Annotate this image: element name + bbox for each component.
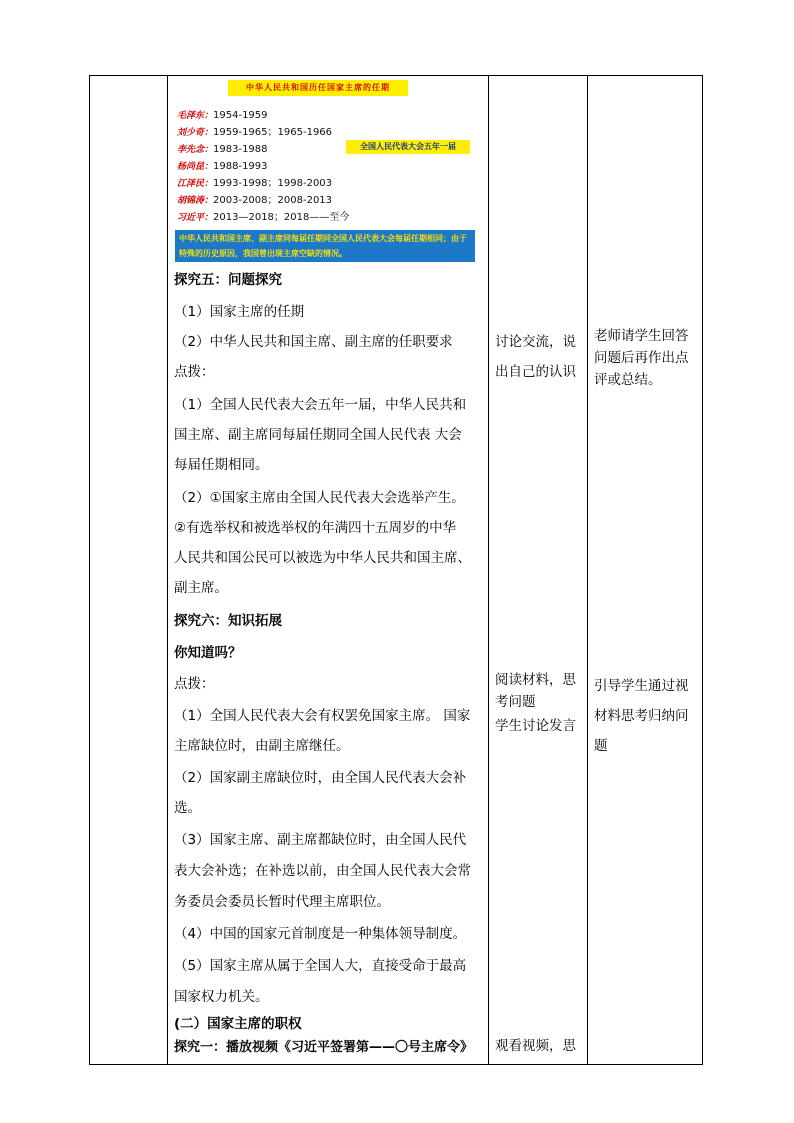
figure-title: 中华人民共和国历任国家主席的任期	[228, 80, 408, 96]
knowledge-3-line-3: 务委员会委员长暂时代理主席职位。	[174, 894, 390, 910]
term-years: 2013—2018；2018——至今	[213, 212, 350, 223]
term-name: 习近平：	[177, 213, 214, 223]
knowledge-3-line-1: （3）国家主席、副主席都缺位时，由全国人民代	[174, 832, 467, 848]
student-activity-2-line-2: 考问题	[495, 694, 536, 710]
point-2-line-3: 人民共和国公民可以被选为中华人民共和国主席、	[174, 550, 471, 566]
table-border-right	[702, 75, 703, 1065]
student-activity-3: 观看视频，思	[495, 1038, 576, 1054]
table-divider-2	[488, 75, 489, 1065]
knowledge-5-line-2: 国家权力机关。	[174, 989, 269, 1005]
term-years: 1983-1988	[213, 144, 268, 155]
point-2-line-2: ②有选举权和被选举权的年满四十五周岁的中华	[174, 520, 457, 536]
term-name: 李先念：	[177, 145, 214, 155]
knowledge-4: （4）中国的国家元首制度是一种集体领导制度。	[174, 926, 467, 942]
term-years: 2003-2008；2008-2013	[213, 195, 333, 206]
term-name: 江泽民：	[177, 179, 214, 189]
term-row	[177, 210, 349, 226]
point-1-line-1: （1）全国人民代表大会五年一届，中华人民共和	[174, 397, 467, 413]
teacher-activity-2-line-1: 引导学生通过视	[594, 678, 689, 694]
question-2: （2）中华人民共和国主席、副主席的任职要求	[174, 334, 453, 350]
student-activity-1-line-1: 讨论交流，说	[495, 334, 576, 350]
knowledge-2-line-1: （2）国家副主席缺位时，由全国人民代表大会补	[174, 770, 467, 786]
student-activity-2-line-1: 阅读材料，思	[495, 672, 576, 688]
term-years: 1959-1965；1965-1966	[213, 127, 333, 138]
do-you-know: 你知道吗？	[174, 645, 242, 661]
term-row	[177, 125, 332, 141]
term-years: 1988-1993	[213, 161, 268, 172]
knowledge-1-line-2: 主席缺位时，由副主席继任。	[174, 738, 350, 754]
term-years: 1993-1998；1998-2003	[213, 178, 333, 189]
hint-label: 点拨：	[174, 364, 215, 380]
term-years: 1954-1959	[213, 110, 268, 121]
figure-banner: 中华人民共和国主席、副主席同每届任期同全国人民代表大会每届任期相同；由于特殊的历史原因，我国曾出现主席空缺的情况。	[175, 230, 475, 262]
knowledge-3-line-2: 表大会补选；在补选以前，由全国人民代表大会常	[174, 863, 471, 879]
teacher-activity-1-line-3: 评或总结。	[594, 372, 662, 388]
student-activity-2-line-3: 学生讨论发言	[495, 718, 576, 734]
hint-label-2: 点拨：	[174, 676, 215, 692]
point-2-line-1: （2）①国家主席由全国人民代表大会选举产生。	[174, 490, 465, 506]
knowledge-2-line-2: 选。	[174, 800, 201, 816]
section-2-title: (二）国家主席的职权	[174, 1016, 302, 1032]
explore5-title: 探究五：问题探究	[174, 272, 282, 288]
student-activity-1-line-2: 出自己的认识	[495, 364, 576, 380]
table-border-bottom	[89, 1064, 702, 1065]
term-name: 胡锦涛：	[177, 196, 214, 206]
term-name: 杨尚昆：	[177, 162, 214, 172]
knowledge-5-line-1: （5）国家主席从属于全国人大，直接受命于最高	[174, 958, 467, 974]
point-1-line-2: 国主席、副主席同每届任期同全国人民代表 大会	[174, 427, 462, 443]
teacher-activity-2-line-2: 材料思考归纳问	[594, 708, 689, 724]
term-row	[177, 176, 332, 192]
teacher-activity-1-line-2: 问题后再作出点	[594, 350, 689, 366]
term-row	[177, 142, 268, 158]
table-divider-3	[587, 75, 588, 1065]
term-row	[177, 159, 268, 175]
point-2-line-4: 副主席。	[174, 580, 228, 596]
table-border-left	[89, 75, 90, 1065]
term-name: 刘少奇：	[177, 128, 214, 138]
question-1: （1）国家主席的任期	[174, 304, 305, 320]
teacher-activity-1-line-1: 老师请学生回答	[594, 328, 689, 344]
explore6-title: 探究六：知识拓展	[174, 613, 282, 629]
knowledge-1-line-1: （1）全国人民代表大会有权罢免国家主席。 国家	[174, 708, 471, 724]
explore1-title: 探究一：播放视频《习近平签署第——〇号主席令》	[174, 1040, 474, 1055]
president-terms-figure	[171, 77, 477, 264]
table-border-top	[89, 75, 702, 76]
table-divider-1	[167, 75, 168, 1065]
figure-note: 全国人民代表大会五年一届	[346, 140, 470, 154]
term-row	[177, 108, 268, 124]
teacher-activity-2-line-3: 题	[594, 738, 608, 754]
point-1-line-3: 每届任期相同。	[174, 457, 269, 473]
term-name: 毛泽东：	[177, 111, 214, 121]
term-row	[177, 193, 332, 209]
